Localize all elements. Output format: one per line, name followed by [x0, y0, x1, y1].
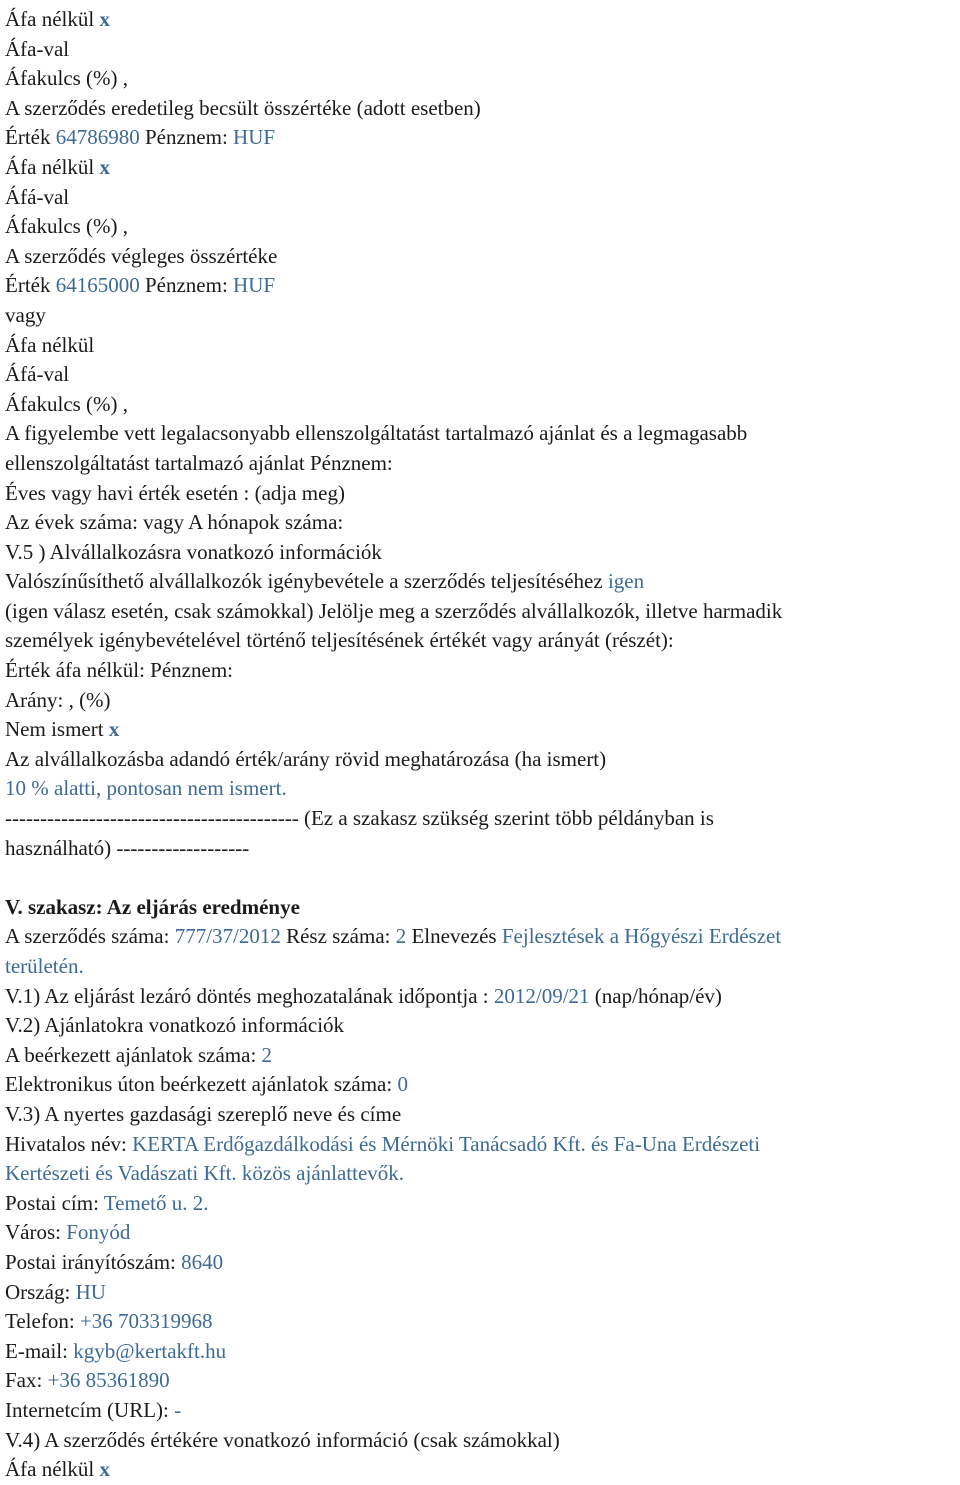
city: Fonyód [66, 1220, 131, 1245]
phone-line [5, 1307, 957, 1337]
vat-excluded-line-2 [5, 153, 957, 183]
date-format-label: (nap/hónap/év) [594, 983, 722, 1008]
vat-included-line: Áfa-val [5, 36, 70, 61]
section-repeat-note-2: használható) ------------------- [5, 835, 250, 860]
decision-date: 2012/09/21 [493, 983, 590, 1008]
offers-received-count: 2 [261, 1042, 273, 1067]
official-name-cont: Kertészeti és Vadászati Kft. közös ajánlattevők. [5, 1161, 405, 1186]
subcontractor-likely-line [5, 567, 957, 597]
electronic-offers-line [5, 1070, 957, 1100]
contract-title-cont: területén. [5, 954, 84, 978]
vat-excluded-line-3: Áfa nélkül [5, 332, 95, 357]
final-currency: HUF [233, 273, 276, 298]
postal-code-label: Postai irányítószám: [5, 1249, 176, 1274]
part-number-label: Rész száma: [286, 924, 391, 949]
fax-label: Fax: [5, 1368, 43, 1393]
value-label-2: Érték [5, 273, 51, 298]
final-total-heading: A szerződés végleges összértéke [5, 243, 278, 268]
contract-number-label: A szerződés száma: [5, 924, 170, 949]
vat-excluded-line-4 [5, 1455, 957, 1485]
postal-address-line [5, 1189, 957, 1219]
url: - [174, 1397, 182, 1422]
estimated-value-line [5, 123, 957, 153]
vat-rate-line: Áfakulcs (%) , [5, 66, 129, 91]
fax-line [5, 1366, 957, 1396]
country-label: Ország: [5, 1279, 71, 1304]
final-value-line [5, 271, 957, 301]
country-line [5, 1278, 957, 1308]
fax: +36 85361890 [47, 1368, 170, 1393]
phone: +36 703319968 [79, 1309, 213, 1334]
electronic-offers-count: 0 [397, 1072, 408, 1097]
subcontract-description-value: 10 % alatti, pontosan nem ismert. [5, 776, 287, 801]
estimated-currency: HUF [233, 125, 276, 150]
contract-title: Fejlesztések a Hőgyészi Erdészet [501, 924, 782, 949]
not-known-label: Nem ismert [5, 717, 104, 742]
email-label: E-mail: [5, 1338, 68, 1363]
official-name: KERTA Erdőgazdálkodási és Mérnöki Tanácsadó Kft. és Fa-Una Erdészeti [132, 1131, 761, 1156]
ratio-line: Arány: , (%) [5, 687, 111, 712]
contract-value-heading: V.4) A szerződés értékére vonatkozó információ (csak számokkal) [5, 1427, 560, 1452]
not-known-mark: x [108, 717, 120, 742]
section-repeat-note-1: ------------------------------------------ (Ez a szakasz szükség szerint több példányban is [5, 806, 714, 831]
years-months-line: Az évek száma: vagy A hónapok száma: [5, 510, 344, 535]
postal-code: 8640 [181, 1249, 224, 1274]
subcontracting-heading: V.5 ) Alvállalkozásra vonatkozó információk [5, 539, 382, 564]
part-number: 2 [395, 924, 407, 949]
url-label: Internetcím (URL): [5, 1397, 169, 1422]
final-value: 64165000 [55, 273, 140, 298]
vat-excluded-label-4: Áfa nélkül [5, 1457, 95, 1482]
phone-label: Telefon: [5, 1309, 75, 1334]
vat-excluded-mark: x [99, 7, 110, 31]
vat-excluded-mark-4: x [99, 1457, 110, 1482]
not-known-line [5, 715, 957, 745]
decision-date-label: V.1) Az eljárást lezáró döntés meghozatalának időpontja : [5, 983, 489, 1008]
vat-rate-line-3: Áfakulcs (%) , [5, 391, 129, 416]
vat-excluded-mark-2: x [99, 154, 110, 179]
vat-included-line-2: Áfá-val [5, 184, 70, 209]
currency-label-2: Pénznem: [144, 273, 228, 298]
subcontract-instructions-line-2: személyek igénybevételével történő teljesítésének értékét vagy arányát (részét): [5, 628, 674, 653]
estimated-total-heading: A szerződés eredetileg becsült összértéke (adott esetben) [5, 95, 481, 120]
estimated-value: 64786980 [55, 125, 140, 150]
vat-included-line-3: Áfá-val [5, 362, 70, 387]
country: HU [75, 1279, 106, 1304]
document-page [5, 5, 957, 1485]
official-name-label: Hivatalos név: [5, 1131, 127, 1156]
section-v-title: V. szakasz: Az eljárás eredménye [5, 894, 300, 919]
contract-info-line [5, 922, 957, 952]
offers-heading: V.2) Ajánlatokra vonatkozó információk [5, 1013, 345, 1038]
subcontractor-likely-label: Valószínűsíthető alvállalkozók igénybevétele a szerződés teljesítéséhez [5, 569, 603, 594]
currency-label: Pénznem: [144, 125, 228, 150]
offers-received-line [5, 1041, 957, 1071]
city-label: Város: [5, 1220, 61, 1245]
winner-heading: V.3) A nyertes gazdasági szereplő neve és címe [5, 1101, 402, 1126]
vat-rate-line-2: Áfakulcs (%) , [5, 214, 129, 239]
postal-address: Temető u. 2. [103, 1190, 209, 1215]
title-label: Elnevezés [411, 924, 497, 949]
lowest-highest-offer-line-1: A figyelembe vett legalacsonyabb ellenszolgáltatást tartalmazó ajánlat és a legmagasabb [5, 421, 748, 446]
value-excl-vat-line: Érték áfa nélkül: Pénznem: [5, 658, 233, 683]
value-label: Érték [5, 125, 51, 150]
lowest-highest-offer-line-2: ellenszolgáltatást tartalmazó ajánlat Pénznem: [5, 450, 393, 475]
vat-excluded-label: Áfa nélkül [5, 7, 95, 31]
subcontract-instructions-line-1: (igen válasz esetén, csak számokkal) Jelölje meg a szerződés alvállalkozók, illetve harmadik [5, 598, 783, 623]
annual-monthly-line: Éves vagy havi érték esetén : (adja meg) [5, 480, 345, 505]
email-line [5, 1337, 957, 1367]
or-line: vagy [5, 302, 46, 327]
decision-date-line [5, 982, 957, 1012]
electronic-offers-label: Elektronikus úton beérkezett ajánlatok száma: [5, 1072, 393, 1097]
vat-excluded-line [5, 5, 957, 35]
url-line [5, 1396, 957, 1426]
email: kgyb@kertakft.hu [73, 1338, 227, 1363]
city-line [5, 1218, 957, 1248]
offers-received-label: A beérkezett ajánlatok száma: [5, 1042, 257, 1067]
official-name-line [5, 1130, 957, 1160]
contract-number: 777/37/2012 [174, 924, 281, 949]
postal-address-label: Postai cím: [5, 1190, 99, 1215]
subcontract-description-label: Az alvállalkozásba adandó érték/arány rövid meghatározása (ha ismert) [5, 746, 607, 771]
subcontractor-likely-value: igen [607, 569, 645, 594]
postal-code-line [5, 1248, 957, 1278]
vat-excluded-label-2: Áfa nélkül [5, 154, 95, 179]
blank-spacer [5, 863, 957, 893]
